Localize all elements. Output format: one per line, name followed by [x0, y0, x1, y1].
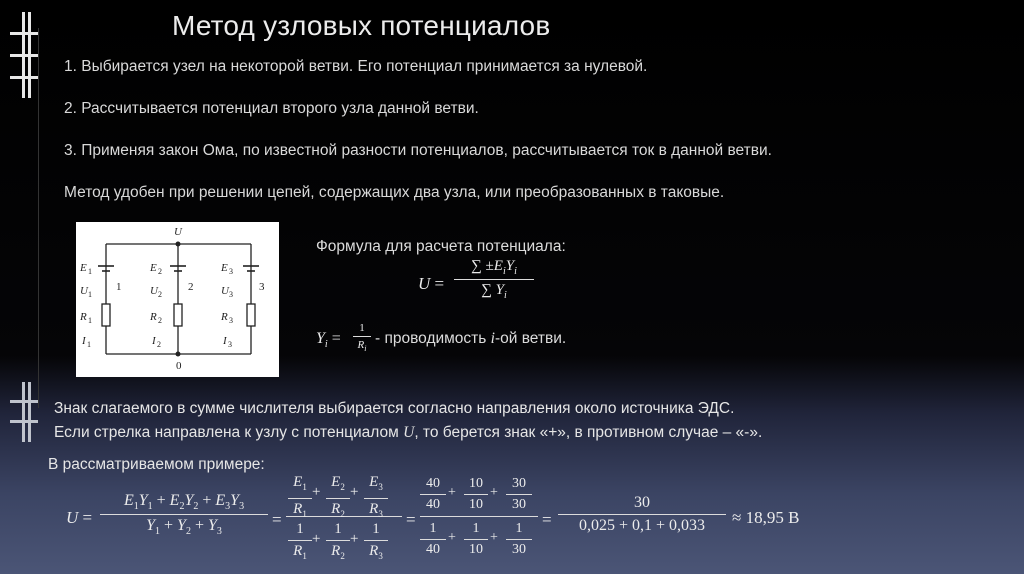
- formula-label: Формула для расчета потенциала:: [316, 238, 566, 255]
- svg-text:3: 3: [228, 340, 232, 349]
- branch-3-number: 3: [259, 281, 265, 293]
- svg-text:E: E: [150, 262, 157, 274]
- branch-2-number: 2: [188, 281, 194, 293]
- example-result: ≈ 18,95 В: [732, 508, 800, 527]
- example-u-lhs: U =: [66, 508, 93, 527]
- svg-text:U: U: [150, 285, 158, 297]
- slide-title: Метод узловых потенциалов: [172, 10, 551, 41]
- conductance-text: - проводимость: [375, 330, 487, 347]
- step-1: 1. Выбирается узел на некоторой ветви. Его потенциал принимается за нулевой.: [64, 58, 648, 75]
- decorative-bars-bottom: [10, 382, 38, 442]
- svg-text:R: R: [221, 311, 228, 323]
- svg-text:2: 2: [157, 340, 161, 349]
- example-fraction-3: 40 40 + 10 10 + 30 30 1 40 + 1 10 + 1 30: [420, 476, 538, 557]
- formula-conductance: 1 $R_i$: [353, 322, 371, 353]
- method-note: Метод удобен при решении цепей, содержащих два узла, или преобразованных в таковые.: [64, 184, 725, 201]
- circuit-diagram: [76, 222, 279, 377]
- node-top-label: U: [174, 226, 182, 238]
- svg-text:E: E: [80, 262, 87, 274]
- svg-text:2: 2: [158, 267, 162, 276]
- svg-text:U: U: [80, 285, 88, 297]
- svg-text:1: 1: [88, 290, 92, 299]
- example-fraction-4: 30 0,025 + 0,1 + 0,033: [558, 494, 726, 535]
- svg-text:U: U: [221, 285, 229, 297]
- svg-text:3: 3: [229, 316, 233, 325]
- example-fraction-1: $E_1Y_1 + E_2Y_2 + E_3Y_3$ $Y_1 + Y_2 + Y_3$: [100, 492, 268, 537]
- divider-line: [38, 28, 39, 408]
- formula-u-lhs: U =: [418, 274, 445, 293]
- decorative-bars-top: [10, 12, 38, 98]
- formula-potential: ∑ $\pm E_iY_i$ ∑ $Y_i$: [454, 258, 534, 301]
- svg-text:2: 2: [158, 290, 162, 299]
- node-bottom-label: 0: [176, 360, 182, 372]
- svg-text:3: 3: [229, 290, 233, 299]
- svg-text:R: R: [150, 311, 157, 323]
- svg-text:R: R: [80, 311, 87, 323]
- svg-text:1: 1: [87, 340, 91, 349]
- svg-text:1: 1: [88, 316, 92, 325]
- sign-rule-1: Знак слагаемого в сумме числителя выбирается согласно направления около источника ЭДС.: [54, 400, 735, 417]
- svg-text:1: 1: [88, 267, 92, 276]
- sign-rule-2: Если стрелка направлена к узлу с потенциалом U, то берется знак «+», в противном случае – «-».: [54, 424, 763, 441]
- step-3: 3. Применяя закон Ома, по известной разности потенциалов, рассчитывается ток в данной ветви.: [64, 142, 772, 159]
- example-label: В рассматриваемом примере:: [48, 456, 265, 473]
- branch-1-number: 1: [116, 281, 122, 293]
- svg-text:2: 2: [158, 316, 162, 325]
- svg-text:I: I: [152, 335, 156, 347]
- svg-text:E: E: [221, 262, 228, 274]
- step-2: 2. Рассчитывается потенциал второго узла данной ветви.: [64, 100, 479, 117]
- svg-text:3: 3: [229, 267, 233, 276]
- svg-text:I: I: [82, 335, 86, 347]
- formula-conductance-lhs: $Y_i$ =: [316, 330, 341, 351]
- example-fraction-2: $E_1$ $R_1$ + $E_2$ $R_2$ + $E_3$ $R_3$ 1 $R_1$ + 1 $R_2$ + 1 $R_3$: [286, 474, 402, 559]
- svg-text:I: I: [223, 335, 227, 347]
